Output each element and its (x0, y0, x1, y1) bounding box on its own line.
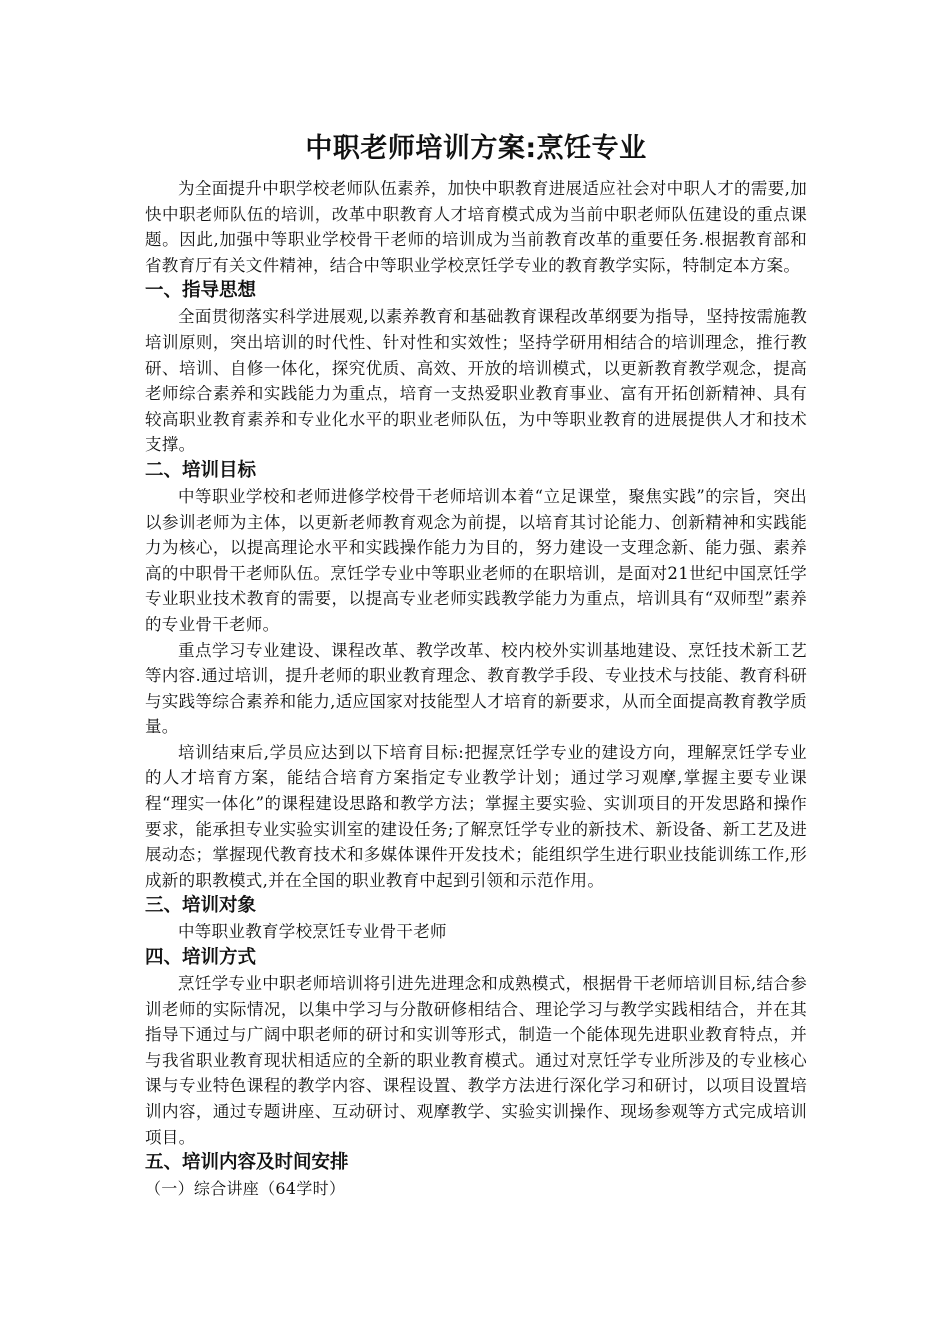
section-heading-content-schedule: 五、培训内容及时间安排 (145, 1152, 349, 1174)
section-paragraph: 烹饪学专业中职老师培训将引进先进理念和成熟模式，根据骨干老师培训目标,结合参训老师的实际情况，以集中学习与分散研修相结合、理论学习与教学实践相结合，并在其指导下通过与广阔中职老师的研讨和实训等形式，制造一个能体现先进职业教育特点，并与我省职业教育现状相适应的全新的职业教育模式。通过对烹饪学专业所涉及的专业核心课与专业特色课程的教学内容、课程设置、教学方法进行深化学习和研讨，以项目设置培训内容，通过专题讲座、互动研讨、观摩教学、实验实训操作、现场参观等方式完成培训项目。 (145, 974, 807, 1147)
section-heading-guiding-ideology: 一、指导思想 (145, 280, 257, 302)
section-paragraph: 全面贯彻落实科学进展观,以素养教育和基础教育课程改革纲要为指导，坚持按需施教培训原则，突出培训的时代性、针对性和实效性；坚持学研用相结合的培训理念，推行教研、培训、自修一体化，探究优质、高效、开放的培训模式，以更新教育教学观念，提高老师综合素养和实践能力为重点，培育一支热爱职业教育事业、富有开拓创新精神、具有较高职业教育素养和专业化水平的职业老师队伍，为中等职业教育的进展提供人才和技术支撑。 (145, 307, 807, 455)
section-heading-training-goals: 二、培训目标 (145, 459, 257, 481)
section-paragraph: 培训结束后,学员应达到以下培育目标:把握烹饪学专业的建设方向，理解烹饪学专业的人才培育方案，能结合培育方案指定专业教学计划；通过学习观摩,掌握主要专业课程“理实一体化”的课程建设思路和教学方法；掌握主要实验、实训项目的开发思路和操作要求，能承担专业实验实训室的建设任务;了解烹饪学专业的新技术、新设备、新工艺及进展动态；掌握现代教育技术和多媒体课件开发技术；能组织学生进行职业技能训练工作,形成新的职教模式,并在全国的职业教育中起到引领和示范作用。 (145, 742, 807, 890)
subsection-heading-lectures: （一）综合讲座（64学时） (145, 1179, 346, 1199)
section-paragraph: 重点学习专业建设、课程改革、教学改革、校内校外实训基地建设、烹饪技术新工艺等内容.通过培训，提升老师的职业教育理念、教育教学手段、专业技术与技能、教育科研与实践等综合素养和能力,适应国家对技能型人才培育的新要求，从而全面提高教育教学质量。 (145, 640, 807, 737)
document-title: 中职老师培训方案:烹饪专业 (305, 133, 647, 164)
section-heading-training-methods: 四、培训方式 (145, 947, 257, 969)
intro-paragraph: 为全面提升中职学校老师队伍素养，加快中职教育进展适应社会对中职人才的需要,加快中职老师队伍的培训，改革中职教育人才培育模式成为当前中职老师队伍建设的重点课题。因此,加强中等职业学校骨干老师的培训成为当前教育改革的重要任务.根据教育部和省教育厅有关文件精神，结合中等职业学校烹饪学专业的教育教学实际，特制定本方案。 (145, 179, 807, 275)
document-content (145, 128, 807, 1201)
section-paragraph: 中等职业学校和老师进修学校骨干老师培训本着“立足课堂，聚焦实践”的宗旨，突出以参训老师为主体，以更新老师教育观念为前提，以培育其讨论能力、创新精神和实践能力为核心，以提高理论水平和实践操作能力为目的，努力建设一支理念新、能力强、素养高的中职骨干老师队伍。烹饪学专业中等职业老师的在职培训，是面对21世纪中国烹饪学专业职业技术教育的需要，以提高专业老师实践教学能力为重点，培训具有“双师型”素养的专业骨干老师。 (145, 486, 807, 634)
section-heading-training-targets: 三、培训对象 (145, 895, 257, 917)
section-paragraph: 中等职业教育学校烹饪专业骨干老师 (178, 922, 447, 942)
